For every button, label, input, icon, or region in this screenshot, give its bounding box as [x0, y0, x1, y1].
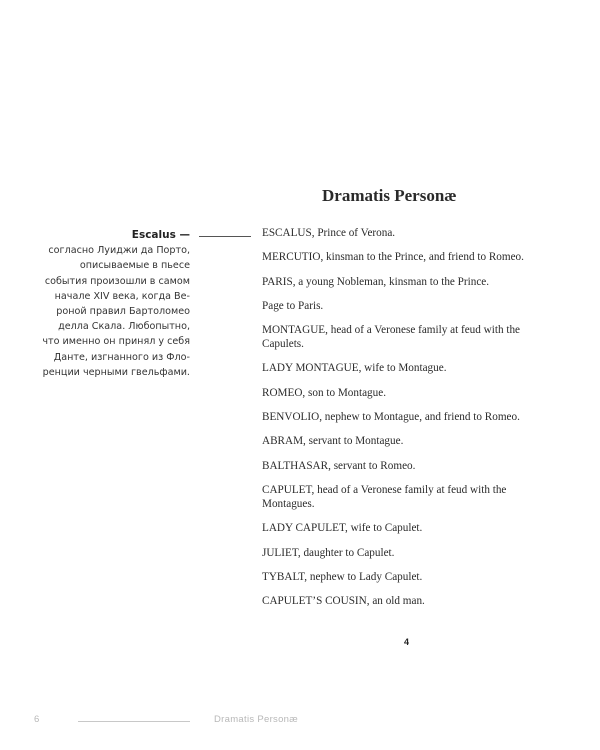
cast-entry [262, 275, 552, 289]
cast-entry [262, 434, 552, 448]
cast-list [262, 226, 552, 618]
sidenote-line: Данте, изгнанного из Фло- [53, 351, 190, 363]
running-head: Dramatis Personæ [214, 714, 298, 725]
cast-entry [262, 250, 552, 264]
folio-number: 6 [34, 714, 40, 725]
character-description: , head of a Veronese family at feud with the Montagues. [262, 483, 507, 510]
cast-entry [262, 299, 552, 313]
sidenote-line: начале XIV века, когда Ве- [54, 290, 190, 302]
sidenote-line: описываемые в пьесе [79, 260, 190, 272]
character-name: MONTAGUE [262, 324, 326, 337]
character-name: JULIET [262, 546, 298, 559]
character-description: , Prince of Verona. [311, 227, 396, 239]
sidenote-line: события произошли в самом [44, 275, 190, 287]
character-name: BALTHASAR [262, 459, 329, 472]
sidenote-line: делла Скала. Любопытно, [58, 321, 190, 333]
character-name: ESCALUS [262, 227, 312, 239]
sidenote [20, 228, 190, 380]
character-description: , head of a Veronese family at feud with the Capulets. [262, 324, 521, 351]
character-name: ABRAM [262, 435, 304, 448]
cast-entry [262, 226, 552, 240]
character-name: CAPULET’S COUSIN [262, 595, 367, 608]
character-description: , servant to Montague. [303, 435, 404, 448]
character-name: MERCUTIO [262, 251, 321, 264]
sidenote-line: роной правил Бартоломео [56, 306, 190, 318]
cast-entry [262, 521, 552, 535]
character-description: , daughter to Capulet. [297, 546, 395, 559]
page-number: 4 [404, 637, 410, 647]
character-name: LADY MONTAGUE [262, 362, 359, 375]
character-name: CAPULET [262, 483, 312, 496]
sidenote-line: согласно Луиджи да Порто, [48, 245, 190, 257]
character-name: LADY CAPULET [262, 522, 345, 535]
character-description: , nephew to Montague, and friend to Romeo. [319, 411, 520, 424]
cast-entry [262, 594, 552, 608]
sidenote-line: ренции черными гвельфами. [42, 366, 190, 378]
character-description: , nephew to Lady Capulet. [304, 570, 423, 583]
character-name: BENVOLIO [262, 411, 320, 424]
page-footer [0, 714, 600, 728]
cast-entry [262, 361, 552, 375]
footer-rule [78, 721, 190, 722]
character-description: , wife to Capulet. [344, 522, 423, 535]
cast-entry [262, 386, 552, 400]
character-description: , wife to Montague. [358, 362, 447, 375]
character-description: , an old man. [366, 595, 425, 608]
cast-entry [262, 483, 552, 511]
character-name: TYBALT [262, 570, 305, 583]
cast-entry [262, 546, 552, 560]
character-description: , kinsman to the Prince, and friend to Romeo. [320, 251, 524, 264]
character-description: , servant to Romeo. [328, 459, 416, 472]
character-name: Page to Paris. [262, 299, 324, 312]
cast-entry [262, 323, 552, 351]
sidenote-line: что именно он принял у себя [42, 336, 190, 348]
page-title: Dramatis Personæ [322, 186, 457, 205]
character-name: PARIS [262, 275, 293, 288]
cast-entry [262, 410, 552, 424]
character-description: , a young Nobleman, kinsman to the Prince. [292, 275, 490, 288]
sidenote-heading: Escalus — [131, 229, 190, 241]
cast-entry [262, 570, 552, 584]
sidenote-leader-line [199, 236, 251, 237]
character-description: , son to Montague. [302, 386, 386, 399]
cast-entry [262, 459, 552, 473]
character-name: ROMEO [262, 386, 303, 399]
